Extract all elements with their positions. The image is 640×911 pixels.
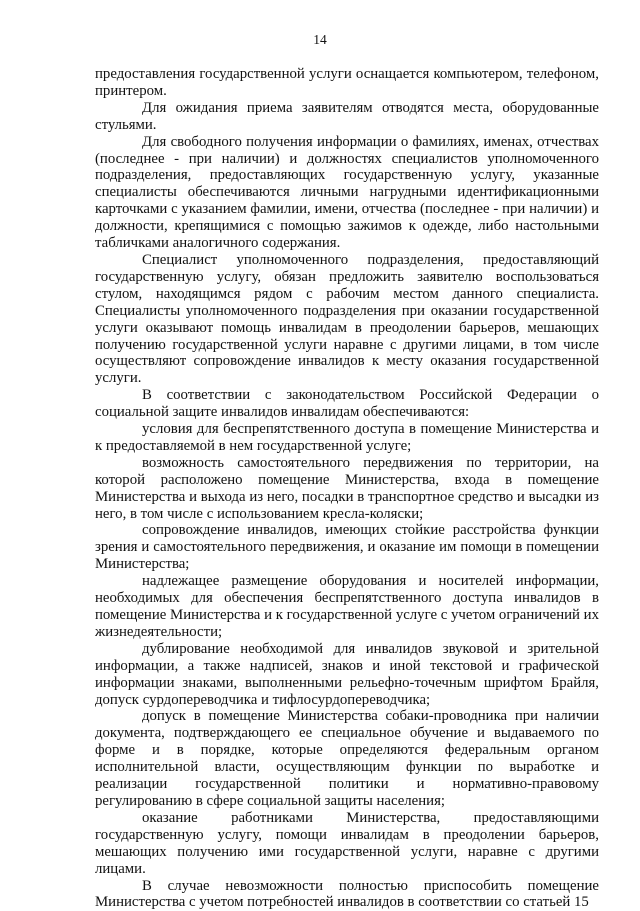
paragraph: Для ожидания приема заявителям отводятся места, оборудованные стульями. [95, 100, 599, 134]
paragraph: В случае невозможности полностью приспособить помещение Министерства с учетом потребностей инвалидов в соответствии со статьей 15 [95, 878, 599, 911]
list-item: допуск в помещение Министерства собаки-проводника при наличии документа, подтверждающего ее специальное обучение и выдаваемого по форме и в порядке, которые определяются федеральным органом исполнительной власти, осуществляющим функции по выработке и реализации государственной политики и нормативно-правовому регулированию в сфере социальной защиты населения; [95, 708, 599, 809]
paragraph: Для свободного получения информации о фамилиях, именах, отчествах (последнее - при наличии) и должностях специалистов уполномоченного подразделения, предоставляющих государственную услугу, указанные специалисты обеспечиваются личными нагрудными идентификационными карточками с указанием фамилии, имени, отчества (последнее - при наличии) и должности, крепящимися с помощью зажимов к одежде, либо настольными табличками аналогичного содержания. [95, 134, 599, 252]
paragraph: предоставления государственной услуги оснащается компьютером, телефоном, принтером. [95, 66, 599, 100]
body-text [95, 66, 599, 911]
list-item: сопровождение инвалидов, имеющих стойкие расстройства функции зрения и самостоятельного передвижения, и оказание им помощи в помещении Министерства; [95, 522, 599, 573]
list-item: надлежащее размещение оборудования и носителей информации, необходимых для обеспечения беспрепятственного доступа инвалидов в помещение Министерства и к государственной услуге с учетом ограничений их жизнедеятельности; [95, 573, 599, 641]
paragraph: Специалист уполномоченного подразделения, предоставляющий государственную услугу, обязан предложить заявителю воспользоваться стулом, находящимся рядом с рабочим местом данного специалиста. Специалисты уполномоченного подразделения при оказании государственной услуги оказывают помощь инвалидам в преодолении барьеров, мешающих получению государственной услуги наравне с другими лицами, в том числе осуществляют сопровождение инвалидов к месту оказания государственной услуги. [95, 252, 599, 387]
page-number: 14 [0, 32, 640, 48]
list-item: дублирование необходимой для инвалидов звуковой и зрительной информации, а также надписей, знаков и иной текстовой и графической информации знаками, выполненными рельефно-точечным шрифтом Брайля, допуск сурдопереводчика и тифлосурдопереводчика; [95, 641, 599, 709]
list-item: оказание работниками Министерства, предоставляющими государственную услугу, помощи инвалидам в преодолении барьеров, мешающих получению ими государственной услуги, наравне с другими лицами. [95, 810, 599, 878]
paragraph: В соответствии с законодательством Российской Федерации о социальной защите инвалидов инвалидам обеспечиваются: [95, 387, 599, 421]
list-item: возможность самостоятельного передвижения по территории, на которой расположено помещение Министерства, входа в помещение Министерства и выхода из него, посадки в транспортное средство и высадки из него, в том числе с использованием кресла-коляски; [95, 455, 599, 523]
list-item: условия для беспрепятственного доступа в помещение Министерства и к предоставляемой в нем государственной услуге; [95, 421, 599, 455]
